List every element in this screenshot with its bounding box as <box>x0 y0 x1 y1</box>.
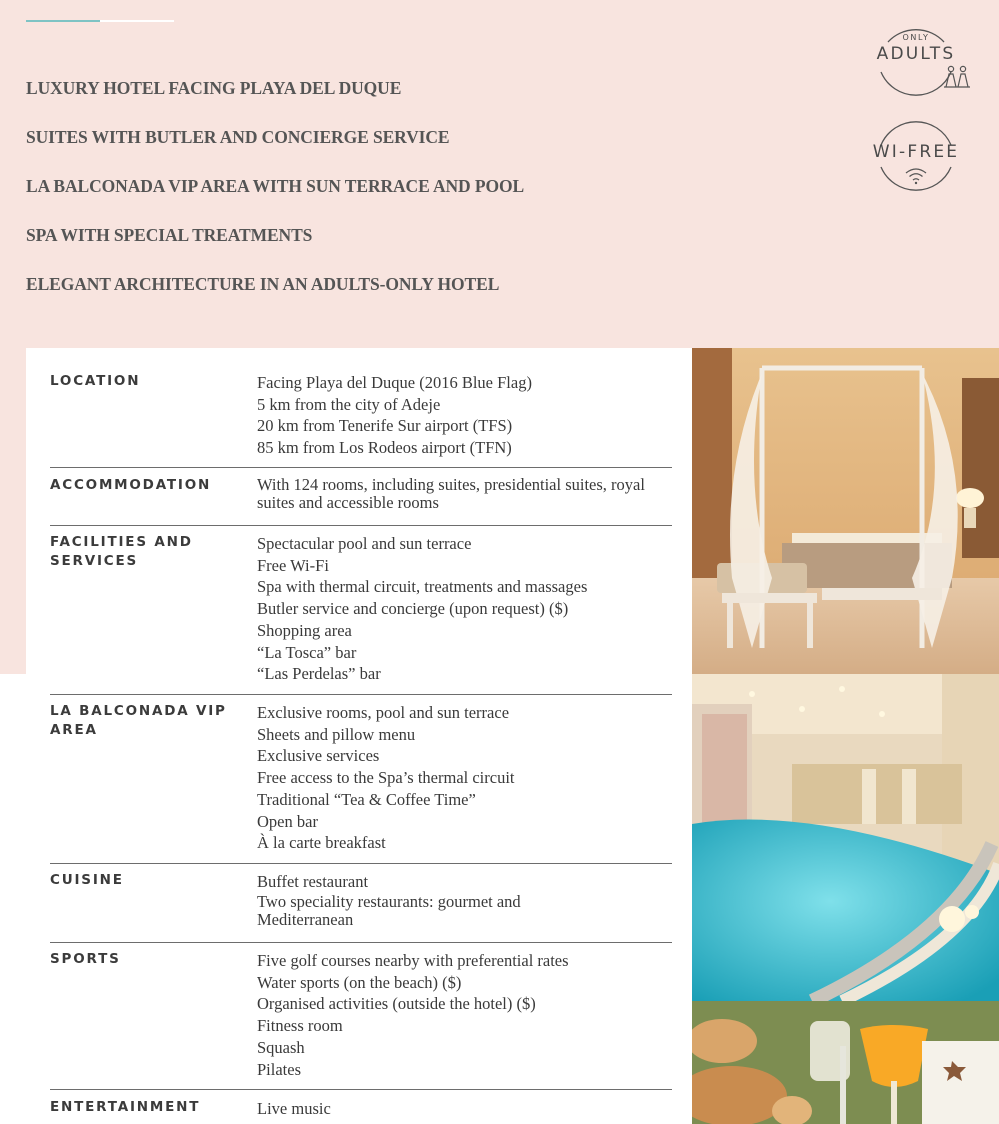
row-value: Live music <box>257 1099 331 1118</box>
row-label: ACCOMMODATION <box>50 477 212 493</box>
highlight-item: ELEGANT ARCHITECTURE IN AN ADULTS-ONLY HOTEL <box>26 274 500 294</box>
row-value: 5 km from the city of Adeje <box>257 394 441 414</box>
row-values <box>257 702 677 854</box>
row-value: Buffet restaurant <box>257 872 369 891</box>
row-label: ENTERTAINMENT <box>50 1099 201 1115</box>
row-value: With 124 rooms, including suites, presidential suites, royal suites and accessible rooms <box>257 475 645 512</box>
row-value: Facing Playa del Duque (2016 Blue Flag) <box>257 373 532 392</box>
couple-icon <box>902 65 999 89</box>
highlights-list <box>26 74 524 319</box>
row-label: FACILITIES AND SERVICES <box>50 534 193 569</box>
row-value: À la carte breakfast <box>257 833 386 853</box>
badge-small-text: ONLY <box>902 33 930 42</box>
row-value: Sheets and pillow menu <box>257 724 416 744</box>
wifi-icon <box>904 167 928 185</box>
row-value: Traditional “Tea & Coffee Time” <box>257 789 476 809</box>
row-value: Spa with thermal circuit, treatments and massages <box>257 577 588 597</box>
badge-big-text: ADULTS <box>876 44 956 64</box>
row-value: Organised activities (outside the hotel) ($) <box>257 994 536 1014</box>
wifi-free-badge <box>861 117 971 199</box>
row-values <box>257 533 677 685</box>
row-value: Five golf courses nearby with preferential rates <box>257 951 569 970</box>
row-label: SPORTS <box>50 951 121 967</box>
row-values <box>257 1098 677 1120</box>
row-value: Shopping area <box>257 620 352 640</box>
row-value: Spectacular pool and sun terrace <box>257 534 472 553</box>
row-value: Open bar <box>257 811 318 831</box>
row-value: 20 km from Tenerife Sur airport (TFS) <box>257 416 513 436</box>
highlight-item: LA BALCONADA VIP AREA WITH SUN TERRACE AND POOL <box>26 176 525 196</box>
row-divider <box>50 525 672 526</box>
row-value: Free Wi-Fi <box>257 555 329 575</box>
only-adults-badge <box>861 22 971 104</box>
row-value: Fitness room <box>257 1016 343 1036</box>
highlight-item: LUXURY HOTEL FACING PLAYA DEL DUQUE <box>26 78 402 98</box>
row-label: LA BALCONADA VIP AREA <box>50 703 227 738</box>
row-label: LOCATION <box>50 373 141 389</box>
row-value: Two speciality restaurants: gourmet and Mediterranean <box>257 891 521 929</box>
row-values <box>257 372 677 459</box>
row-value: Exclusive services <box>257 746 380 766</box>
row-value: Exclusive rooms, pool and sun terrace <box>257 703 510 722</box>
row-value: “Las Perdelas” bar <box>257 664 381 684</box>
hotel-details-table <box>26 348 692 1124</box>
row-value: Free access to the Spa’s thermal circuit <box>257 768 515 788</box>
row-divider <box>50 694 672 695</box>
breakfast-photo <box>692 1001 999 1124</box>
row-values <box>257 871 677 929</box>
row-value: Water sports (on the beach) ($) <box>257 972 462 992</box>
highlight-item: SPA WITH SPECIAL TREATMENTS <box>26 225 313 245</box>
bedroom-photo <box>692 348 999 674</box>
row-value: Butler service and concierge (upon request) ($) <box>257 599 569 619</box>
row-divider <box>50 467 672 468</box>
row-values <box>257 950 677 1080</box>
row-divider <box>50 1089 672 1090</box>
row-divider <box>50 863 672 864</box>
row-value: Squash <box>257 1037 305 1057</box>
row-value: “La Tosca” bar <box>257 642 357 662</box>
badge-big-text: WI-FREE <box>872 142 960 162</box>
row-values <box>257 476 677 512</box>
spa-pool-photo <box>692 674 999 1001</box>
highlight-item: SUITES WITH BUTLER AND CONCIERGE SERVICE <box>26 127 450 147</box>
row-divider <box>50 942 672 943</box>
row-value: 85 km from Los Rodeos airport (TFN) <box>257 438 512 458</box>
row-label: CUISINE <box>50 872 124 888</box>
row-value: Pilates <box>257 1059 301 1079</box>
